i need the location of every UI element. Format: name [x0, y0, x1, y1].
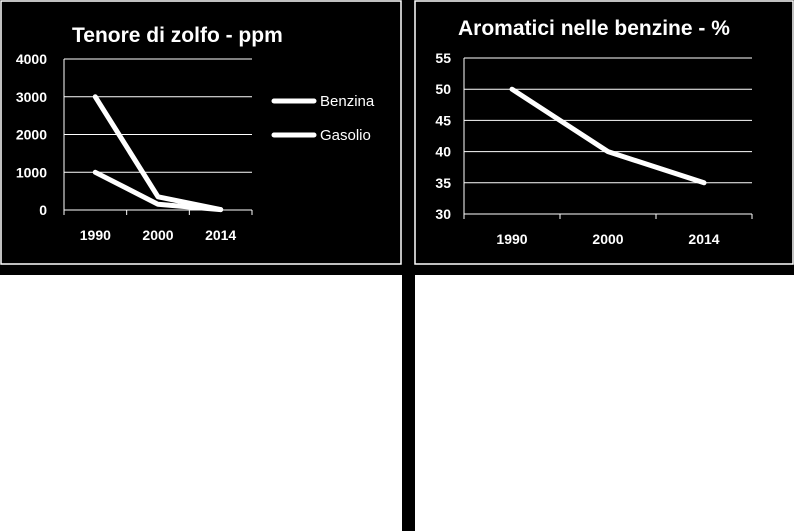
aromatics-chart-title: Aromatici nelle benzine - % — [458, 17, 730, 40]
legend-label: Gasolio — [320, 127, 371, 144]
y-tick-label: 2000 — [15, 126, 47, 143]
x-tick-label: 1990 — [496, 231, 528, 247]
y-tick-label: 1000 — [15, 164, 47, 181]
x-tick-label: 2014 — [688, 231, 720, 247]
legend-label: Benzina — [320, 93, 375, 110]
y-tick-label: 4000 — [15, 51, 47, 67]
blank-panel-right — [415, 275, 794, 531]
y-tick-label: 40 — [435, 143, 451, 160]
blank-panel-left — [0, 275, 402, 531]
aromatics-chart-panel — [415, 1, 793, 264]
x-tick-label: 2014 — [205, 227, 237, 243]
x-tick-label: 2000 — [592, 231, 624, 247]
x-tick-label: 2000 — [142, 227, 174, 243]
y-tick-label: 35 — [435, 174, 451, 191]
y-tick-label: 3000 — [15, 88, 47, 105]
y-tick-label: 55 — [435, 50, 451, 66]
sulfur-chart-title: Tenore di zolfo - ppm — [72, 24, 283, 47]
y-tick-label: 30 — [435, 206, 451, 222]
y-tick-label: 45 — [435, 112, 451, 129]
y-tick-label: 0 — [39, 202, 47, 218]
y-tick-label: 50 — [435, 81, 451, 98]
x-tick-label: 1990 — [79, 227, 111, 243]
